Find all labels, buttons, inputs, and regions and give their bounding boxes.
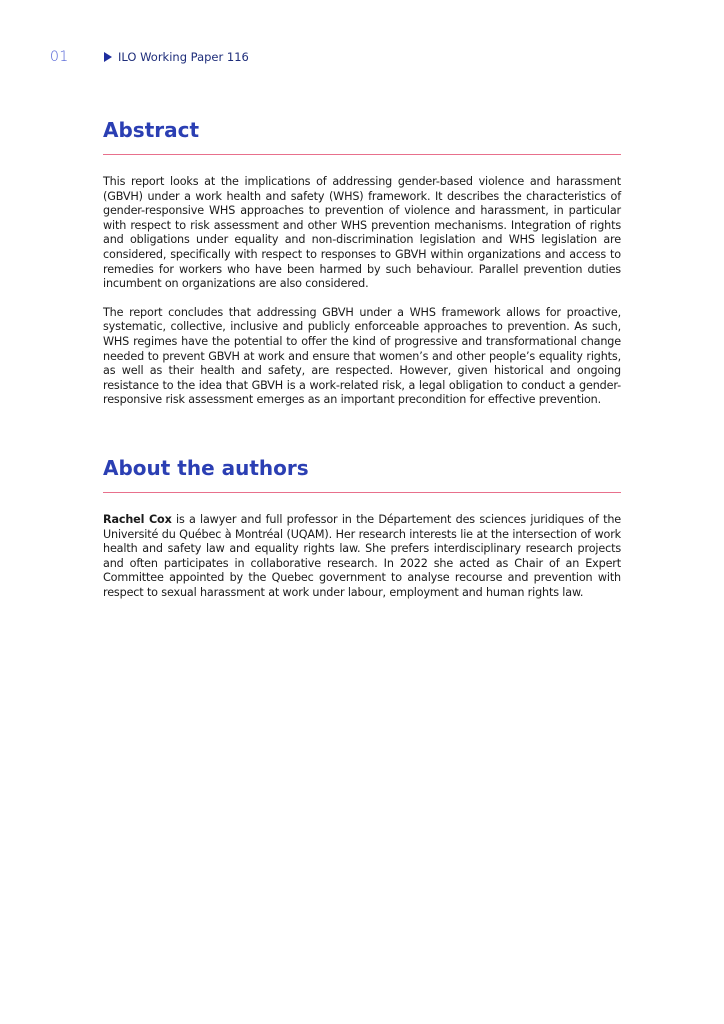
authors-heading: About the authors bbox=[103, 456, 309, 480]
page-header bbox=[50, 48, 249, 66]
abstract-section bbox=[103, 118, 621, 408]
author-name: Rachel Cox bbox=[103, 513, 172, 526]
abstract-paragraph-2: The report concludes that addressing GBVH under a WHS framework allows for proactive, systematic, collective, inclusive and publicly enforceable approaches to prevention. As such, WHS regimes have the potential to offer the kind of progressive and transformational change needed to prevent GBVH at work and ensure that women’s and other people’s equality rights, as well as their health and safety, are respected. However, given historical and ongoing resistance to the idea that GBVH is a work-related risk, a legal obligation to conduct a gender-responsive risk assessment emerges as an important precondition for effective prevention. bbox=[103, 305, 621, 407]
section-divider bbox=[103, 154, 621, 155]
running-title: ILO Working Paper 116 bbox=[118, 50, 249, 64]
authors-section bbox=[103, 456, 621, 601]
play-triangle-icon bbox=[104, 52, 112, 62]
section-divider bbox=[103, 492, 621, 493]
abstract-heading: Abstract bbox=[103, 118, 200, 142]
page-number: 01 bbox=[50, 49, 69, 65]
author-bio bbox=[103, 513, 621, 601]
abstract-paragraph-1: This report looks at the implications of addressing gender-based violence and harassment (GBVH) under a work health and safety (WHS) framework. It describes the characteristics of gender-responsive WHS approaches to prevention of violence and harassment, in particular with respect to risk assessment and other WHS prevention mechanisms. Integration of rights and obligations under equality and non-discrimination legislation and WHS legislation are considered, specifically with respect to responses to GBVH within organizations and access to remedies for workers who have been harmed by such behaviour. Parallel prevention duties incumbent on organizations are also considered. bbox=[103, 175, 621, 291]
author-bio-text: is a lawyer and full professor in the Département des sciences juridiques of the Université du Québec à Montréal (UQAM). Her research interests lie at the intersection of work health and safety law and equality rights law. She prefers interdisciplinary research projects and often participates in collaborative research. In 2022 she acted as Chair of an Expert Committee appointed by the Quebec government to analyse recourse and prevention with respect to sexual harassment at work under labour, employment and human rights law. bbox=[103, 513, 621, 599]
